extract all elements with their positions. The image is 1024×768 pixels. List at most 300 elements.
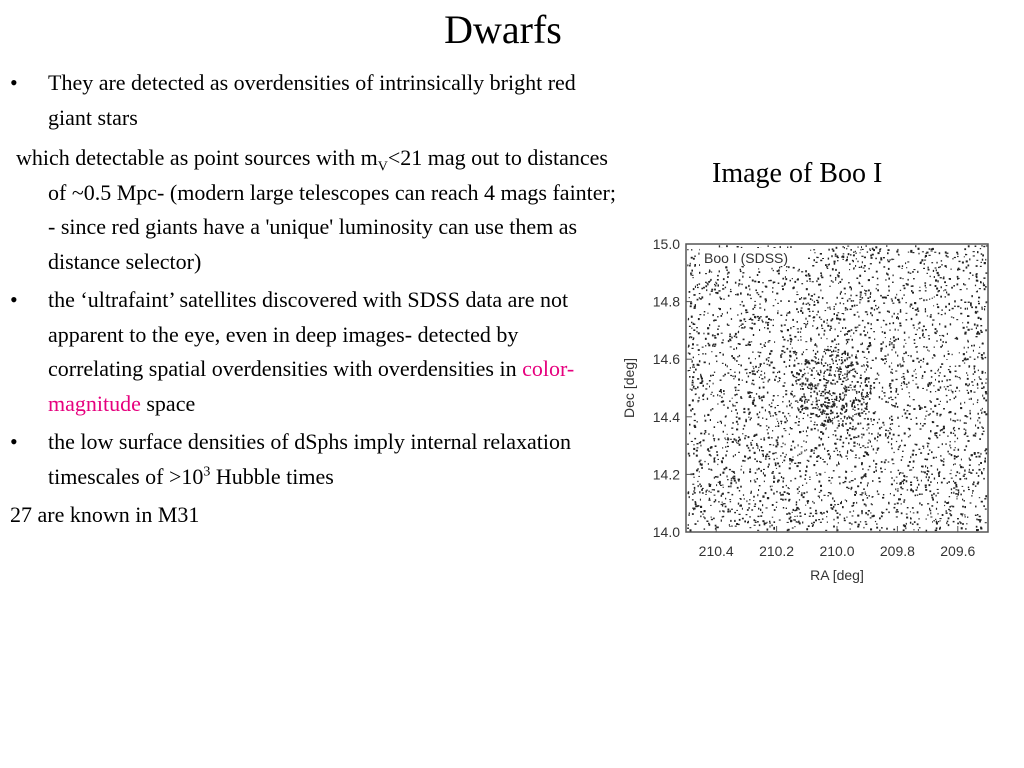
scatter-point bbox=[819, 391, 820, 392]
scatter-point bbox=[706, 521, 708, 523]
scatter-point bbox=[824, 385, 826, 387]
scatter-point bbox=[868, 268, 869, 270]
scatter-point bbox=[985, 286, 987, 288]
scatter-point bbox=[857, 404, 859, 405]
scatter-point bbox=[814, 488, 816, 490]
scatter-point bbox=[831, 483, 832, 484]
scatter-point bbox=[940, 401, 941, 402]
scatter-point bbox=[901, 459, 902, 461]
scatter-point bbox=[761, 371, 762, 372]
scatter-point bbox=[822, 391, 824, 393]
scatter-point bbox=[783, 477, 785, 479]
scatter-point bbox=[781, 476, 782, 478]
scatter-point bbox=[694, 477, 695, 478]
scatter-point bbox=[946, 267, 947, 268]
scatter-point bbox=[982, 395, 983, 397]
scatter-point bbox=[887, 295, 889, 296]
scatter-point bbox=[845, 307, 847, 309]
scatter-point bbox=[736, 394, 738, 396]
scatter-point bbox=[863, 527, 864, 529]
scatter-point bbox=[906, 410, 908, 411]
scatter-point bbox=[838, 374, 840, 376]
scatter-point bbox=[926, 473, 928, 474]
scatter-point bbox=[968, 278, 970, 279]
scatter-point bbox=[760, 515, 762, 517]
scatter-point bbox=[693, 444, 694, 445]
scatter-point bbox=[959, 521, 960, 523]
scatter-point bbox=[816, 424, 818, 425]
scatter-point bbox=[723, 390, 725, 392]
scatter-point bbox=[941, 264, 943, 265]
scatter-point bbox=[946, 502, 948, 504]
scatter-point bbox=[780, 355, 782, 357]
scatter-point bbox=[871, 421, 872, 422]
scatter-point bbox=[777, 312, 778, 314]
scatter-point bbox=[704, 461, 705, 462]
scatter-point bbox=[722, 484, 723, 485]
scatter-point bbox=[776, 439, 778, 441]
scatter-point bbox=[949, 385, 951, 386]
scatter-point bbox=[746, 514, 748, 515]
scatter-point bbox=[980, 282, 982, 283]
scatter-point bbox=[744, 437, 746, 439]
scatter-point bbox=[738, 418, 740, 420]
scatter-point bbox=[925, 416, 926, 417]
scatter-point bbox=[859, 275, 861, 277]
scatter-point bbox=[976, 327, 977, 329]
scatter-point bbox=[964, 302, 966, 303]
scatter-point bbox=[866, 369, 867, 371]
scatter-point bbox=[912, 507, 914, 509]
scatter-point bbox=[909, 469, 910, 471]
scatter-point bbox=[700, 506, 702, 508]
scatter-point bbox=[903, 361, 905, 362]
scatter-point bbox=[738, 364, 739, 365]
scatter-point bbox=[752, 447, 754, 448]
scatter-point bbox=[721, 397, 723, 398]
scatter-point bbox=[893, 344, 895, 345]
scatter-point bbox=[822, 356, 823, 358]
scatter-point bbox=[797, 363, 799, 364]
scatter-point bbox=[920, 452, 922, 454]
scatter-point bbox=[857, 485, 859, 487]
scatter-point bbox=[960, 420, 961, 422]
scatter-point bbox=[802, 485, 803, 486]
scatter-point bbox=[759, 304, 761, 305]
scatter-point bbox=[807, 380, 809, 382]
scatter-point bbox=[853, 255, 855, 256]
scatter-point bbox=[715, 445, 717, 447]
scatter-point bbox=[800, 331, 801, 332]
scatter-point bbox=[985, 495, 987, 497]
scatter-point bbox=[863, 489, 865, 490]
scatter-point bbox=[820, 424, 821, 426]
scatter-point bbox=[985, 391, 987, 393]
scatter-point bbox=[759, 352, 761, 353]
scatter-point bbox=[794, 336, 796, 338]
scatter-point bbox=[781, 446, 783, 447]
scatter-point bbox=[687, 264, 688, 266]
scatter-point bbox=[709, 269, 710, 271]
scatter-point bbox=[974, 453, 976, 455]
scatter-point bbox=[838, 275, 840, 277]
scatter-point bbox=[968, 487, 969, 489]
scatter-point bbox=[749, 277, 750, 278]
scatter-point bbox=[918, 529, 919, 531]
scatter-point bbox=[920, 428, 922, 429]
scatter-point bbox=[777, 458, 778, 459]
scatter-point bbox=[973, 482, 975, 483]
scatter-point bbox=[839, 318, 841, 320]
scatter-point bbox=[892, 316, 893, 318]
scatter-point bbox=[708, 451, 710, 452]
scatter-point bbox=[836, 344, 837, 345]
scatter-point bbox=[768, 360, 769, 362]
scatter-point bbox=[957, 253, 959, 254]
scatter-point bbox=[765, 409, 766, 411]
scatter-point bbox=[907, 371, 909, 373]
scatter-point bbox=[873, 471, 875, 473]
scatter-point bbox=[867, 396, 869, 397]
scatter-point bbox=[746, 369, 748, 370]
scatter-point bbox=[845, 471, 847, 473]
scatter-point bbox=[772, 430, 773, 432]
scatter-point bbox=[974, 367, 975, 369]
scatter-point bbox=[922, 466, 924, 468]
scatter-point bbox=[858, 435, 860, 437]
scatter-point bbox=[741, 284, 742, 286]
scatter-point bbox=[811, 428, 813, 430]
scatter-point bbox=[890, 371, 891, 373]
scatter-point bbox=[899, 483, 901, 484]
scatter-point bbox=[780, 492, 781, 494]
scatter-point bbox=[948, 524, 950, 526]
scatter-point bbox=[763, 439, 765, 441]
scatter-point bbox=[885, 337, 886, 338]
scatter-point bbox=[801, 400, 803, 402]
scatter-point bbox=[857, 261, 858, 263]
scatter-point bbox=[807, 427, 809, 429]
scatter-point bbox=[805, 399, 807, 400]
scatter-point bbox=[757, 530, 759, 531]
scatter-point bbox=[852, 428, 854, 430]
scatter-point bbox=[689, 265, 691, 267]
scatter-point bbox=[744, 318, 746, 320]
scatter-point bbox=[837, 297, 838, 299]
scatter-point bbox=[831, 359, 833, 361]
scatter-point bbox=[973, 404, 974, 405]
scatter-point bbox=[773, 415, 774, 416]
scatter-point bbox=[773, 453, 775, 454]
scatter-point bbox=[931, 262, 933, 263]
scatter-point bbox=[727, 511, 729, 513]
scatter-point bbox=[848, 282, 850, 283]
scatter-point bbox=[875, 463, 877, 465]
scatter-point bbox=[828, 399, 830, 401]
scatter-point bbox=[929, 383, 931, 385]
scatter-point bbox=[835, 383, 836, 385]
scatter-point bbox=[896, 317, 897, 319]
scatter-point bbox=[975, 485, 977, 487]
scatter-point bbox=[695, 369, 697, 371]
scatter-point bbox=[814, 252, 815, 253]
scatter-point bbox=[839, 451, 840, 452]
scatter-point bbox=[847, 450, 848, 451]
scatter-point bbox=[851, 354, 852, 356]
scatter-point bbox=[744, 326, 745, 328]
scatter-point bbox=[755, 290, 757, 292]
scatter-point bbox=[910, 355, 911, 357]
scatter-point bbox=[912, 375, 914, 377]
scatter-point bbox=[717, 333, 719, 335]
scatter-point bbox=[780, 421, 782, 422]
scatter-point bbox=[838, 476, 840, 477]
scatter-point bbox=[761, 450, 763, 451]
scatter-point bbox=[924, 418, 925, 419]
scatter-point bbox=[738, 283, 740, 285]
scatter-point bbox=[751, 444, 753, 446]
scatter-point bbox=[985, 413, 987, 415]
scatter-point bbox=[937, 370, 939, 371]
scatter-point bbox=[714, 372, 715, 373]
scatter-point bbox=[803, 418, 805, 419]
scatter-point bbox=[980, 266, 982, 267]
scatter-point bbox=[821, 363, 822, 364]
scatter-point bbox=[722, 516, 724, 517]
scatter-point bbox=[828, 480, 830, 482]
scatter-point bbox=[762, 512, 763, 514]
scatter-point bbox=[698, 318, 700, 320]
scatter-point bbox=[872, 277, 874, 278]
scatter-point bbox=[883, 320, 885, 321]
scatter-point bbox=[747, 294, 749, 296]
scatter-point bbox=[936, 294, 938, 296]
scatter-point bbox=[872, 360, 874, 361]
scatter-point bbox=[975, 515, 977, 516]
scatter-point bbox=[794, 526, 795, 527]
scatter-point bbox=[932, 319, 934, 320]
scatter-point bbox=[796, 357, 798, 359]
scatter-point bbox=[897, 299, 899, 301]
scatter-point bbox=[813, 304, 814, 306]
scatter-point bbox=[693, 258, 695, 260]
scatter-point bbox=[852, 347, 854, 349]
scatter-point bbox=[745, 345, 747, 346]
scatter-point bbox=[879, 396, 880, 398]
scatter-point bbox=[804, 514, 806, 516]
scatter-point bbox=[842, 381, 844, 383]
scatter-point bbox=[860, 377, 862, 379]
scatter-point bbox=[867, 514, 869, 516]
scatter-point bbox=[854, 386, 856, 388]
scatter-point bbox=[983, 468, 985, 469]
scatter-point bbox=[805, 363, 807, 365]
scatter-point bbox=[814, 450, 815, 452]
scatter-point bbox=[738, 503, 739, 505]
scatter-point bbox=[850, 400, 851, 401]
scatter-point bbox=[868, 411, 870, 412]
scatter-point bbox=[858, 524, 860, 526]
scatter-point bbox=[831, 354, 833, 355]
scatter-point bbox=[749, 294, 750, 296]
scatter-point bbox=[874, 309, 875, 311]
scatter-point bbox=[735, 375, 737, 377]
scatter-point bbox=[758, 367, 759, 368]
scatter-point bbox=[907, 261, 909, 262]
scatter-point bbox=[855, 330, 857, 331]
superscript: 3 bbox=[203, 464, 211, 480]
scatter-point bbox=[910, 522, 911, 524]
scatter-point bbox=[891, 369, 893, 370]
scatter-point bbox=[918, 327, 920, 328]
scatter-point bbox=[790, 338, 792, 340]
scatter-point bbox=[822, 411, 823, 412]
scatter-point bbox=[925, 465, 926, 467]
scatter-point bbox=[895, 488, 896, 490]
scatter-point bbox=[882, 391, 883, 392]
scatter-point bbox=[903, 475, 905, 477]
scatter-point bbox=[778, 273, 780, 275]
scatter-point bbox=[927, 315, 928, 316]
scatter-point bbox=[922, 375, 923, 377]
scatter-point bbox=[922, 251, 924, 252]
scatter-point bbox=[738, 440, 739, 442]
scatter-point bbox=[864, 365, 865, 367]
scatter-point bbox=[952, 506, 954, 508]
scatter-point bbox=[777, 372, 778, 373]
scatter-point bbox=[952, 308, 954, 310]
scatter-point bbox=[948, 390, 949, 391]
scatter-point bbox=[764, 481, 765, 483]
scatter-point bbox=[973, 255, 975, 256]
scatter-point bbox=[688, 319, 689, 321]
scatter-point bbox=[916, 477, 917, 479]
scatter-point bbox=[969, 399, 970, 400]
scatter-point bbox=[799, 431, 801, 433]
scatter-point bbox=[889, 383, 891, 384]
scatter-point bbox=[891, 259, 893, 261]
scatter-point bbox=[840, 369, 842, 371]
scatter-point bbox=[937, 389, 939, 391]
scatter-point bbox=[984, 450, 986, 452]
scatter-point bbox=[897, 503, 899, 505]
scatter-point bbox=[735, 394, 736, 396]
scatter-point bbox=[712, 345, 714, 347]
scatter-point bbox=[775, 407, 777, 409]
scatter-point bbox=[796, 416, 797, 418]
scatter-point bbox=[855, 251, 856, 252]
scatter-point bbox=[816, 401, 818, 402]
scatter-point bbox=[888, 436, 889, 437]
scatter-point bbox=[908, 279, 909, 281]
scatter-point bbox=[859, 302, 860, 304]
scatter-point bbox=[718, 482, 719, 483]
scatter-point bbox=[843, 259, 844, 260]
scatter-point bbox=[759, 329, 760, 331]
scatter-point bbox=[965, 383, 967, 385]
scatter-point bbox=[852, 364, 854, 366]
scatter-point bbox=[906, 313, 908, 314]
scatter-point bbox=[690, 302, 692, 304]
scatter-point bbox=[748, 376, 749, 378]
scatter-point bbox=[836, 317, 838, 319]
scatter-point bbox=[925, 485, 927, 487]
scatter-point bbox=[876, 271, 878, 273]
scatter-point bbox=[816, 328, 818, 329]
scatter-point bbox=[843, 246, 844, 248]
scatter-point bbox=[702, 514, 704, 515]
scatter-point bbox=[846, 394, 847, 395]
scatter-point bbox=[762, 321, 764, 323]
scatter-point bbox=[844, 518, 845, 520]
scatter-point bbox=[753, 500, 754, 501]
slide-body bbox=[10, 66, 616, 533]
scatter-point bbox=[730, 369, 732, 370]
scatter-point bbox=[854, 371, 855, 372]
scatter-point bbox=[835, 360, 837, 362]
scatter-point bbox=[981, 388, 983, 389]
scatter-point bbox=[762, 417, 763, 419]
scatter-point bbox=[812, 311, 814, 312]
scatter-point bbox=[767, 522, 768, 523]
scatter-point bbox=[745, 321, 746, 322]
scatter-point bbox=[818, 400, 820, 401]
scatter-point bbox=[804, 323, 806, 324]
scatter-point bbox=[816, 262, 818, 263]
scatter-point bbox=[939, 323, 940, 325]
scatter-point bbox=[723, 299, 724, 301]
scatter-point bbox=[898, 435, 900, 437]
scatter-point bbox=[860, 375, 862, 376]
scatter-point bbox=[866, 406, 868, 408]
scatter-point bbox=[742, 301, 743, 303]
scatter-point bbox=[820, 319, 822, 320]
scatter-point bbox=[923, 337, 925, 338]
scatter-point bbox=[985, 400, 987, 402]
scatter-point bbox=[883, 392, 885, 393]
scatter-point bbox=[742, 323, 744, 325]
scatter-point bbox=[697, 447, 699, 448]
scatter-point bbox=[796, 504, 797, 506]
scatter-point bbox=[816, 415, 818, 417]
scatter-point bbox=[867, 251, 868, 252]
scatter-point bbox=[721, 315, 723, 317]
scatter-point bbox=[909, 405, 910, 407]
scatter-point bbox=[847, 429, 849, 431]
scatter-point bbox=[796, 294, 798, 295]
scatter-point bbox=[897, 394, 899, 395]
scatter-point bbox=[714, 489, 715, 490]
scatter-point bbox=[804, 403, 805, 404]
scatter-point bbox=[880, 468, 882, 470]
scatter-point bbox=[709, 271, 710, 273]
scatter-point bbox=[952, 420, 954, 421]
scatter-point bbox=[909, 461, 911, 463]
scatter-point bbox=[784, 361, 786, 363]
scatter-point bbox=[929, 450, 931, 451]
scatter-point bbox=[752, 400, 753, 402]
scatter-point bbox=[727, 446, 729, 447]
scatter-point bbox=[926, 347, 928, 349]
scatter-point bbox=[911, 286, 912, 287]
scatter-point bbox=[697, 299, 699, 301]
scatter-point bbox=[783, 507, 784, 509]
scatter-point bbox=[906, 267, 907, 268]
scatter-point bbox=[723, 354, 724, 356]
scatter-point bbox=[934, 478, 935, 480]
scatter-point bbox=[717, 329, 719, 330]
scatter-point bbox=[957, 376, 958, 377]
